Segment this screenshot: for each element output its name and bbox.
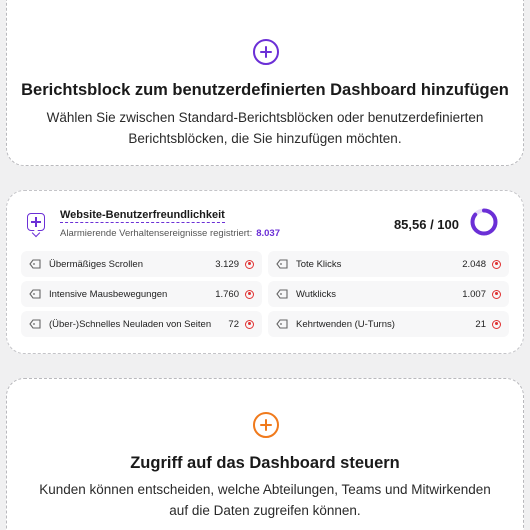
- access-control-description: Kunden können entscheiden, welche Abteilungen, Teams und Mitwirkenden auf die Daten zugreifen können.: [39, 482, 491, 518]
- metric-item[interactable]: [21, 311, 262, 337]
- metric-item[interactable]: [268, 251, 509, 277]
- metric-value: 3.129: [215, 258, 239, 270]
- metric-value: 1.760: [215, 288, 239, 300]
- metric-value: 2.048: [462, 258, 486, 270]
- grid-icon: [27, 213, 45, 231]
- metric-label: Wutklicks: [296, 288, 336, 300]
- tag-icon: [276, 319, 288, 329]
- metric-item[interactable]: [268, 311, 509, 337]
- tag-icon: [29, 259, 41, 269]
- tag-icon: [276, 259, 288, 269]
- alert-icon: [245, 320, 254, 329]
- metric-label: Kehrtwenden (U-Turns): [296, 318, 395, 330]
- tag-icon: [29, 289, 41, 299]
- metric-label: Übermäßiges Scrollen: [49, 258, 143, 270]
- score-ring: [469, 207, 499, 237]
- metric-value: 21: [475, 318, 486, 330]
- metric-label: Intensive Mausbewegungen: [49, 288, 168, 300]
- usability-widget: [6, 190, 524, 354]
- widget-subtitle: [60, 228, 280, 239]
- score-text: 85,56 / 100: [393, 217, 459, 232]
- alert-icon: [492, 290, 501, 299]
- events-label: Alarmierende Verhaltensereignisse registriert:: [60, 228, 253, 239]
- access-control-title: Zugriff auf das Dashboard steuern: [130, 454, 400, 472]
- alert-icon: [245, 290, 254, 299]
- plus-circle-icon[interactable]: [253, 412, 279, 438]
- metric-item[interactable]: [268, 281, 509, 307]
- metric-value: 72: [228, 318, 239, 330]
- add-report-block-description: Wählen Sie zwischen Standard-Berichtsblöcken oder benutzerdefinierten Berichtsblöcken, die Sie hinzufügen möchten.: [46, 110, 484, 146]
- score-ring-arc: [473, 211, 496, 234]
- add-report-block-title: Berichtsblock zum benutzerdefinierten Dashboard hinzufügen: [21, 81, 509, 99]
- metric-value: 1.007: [462, 288, 486, 300]
- metric-label: (Über-)Schnelles Neuladen von Seiten: [49, 318, 212, 330]
- metric-item[interactable]: [21, 251, 262, 277]
- metric-label: Tote Klicks: [296, 258, 342, 270]
- alert-icon: [492, 260, 501, 269]
- alert-icon: [492, 320, 501, 329]
- tag-icon: [29, 319, 41, 329]
- events-count: 8.037: [256, 228, 280, 239]
- plus-circle-icon[interactable]: [253, 39, 279, 65]
- metric-item[interactable]: [21, 281, 262, 307]
- metrics-grid: [21, 251, 509, 337]
- widget-title[interactable]: Website-Benutzerfreundlichkeit: [60, 209, 225, 221]
- add-report-block-card[interactable]: [6, 0, 524, 166]
- access-control-block-card[interactable]: [6, 378, 524, 530]
- tag-icon: [276, 289, 288, 299]
- alert-icon: [245, 260, 254, 269]
